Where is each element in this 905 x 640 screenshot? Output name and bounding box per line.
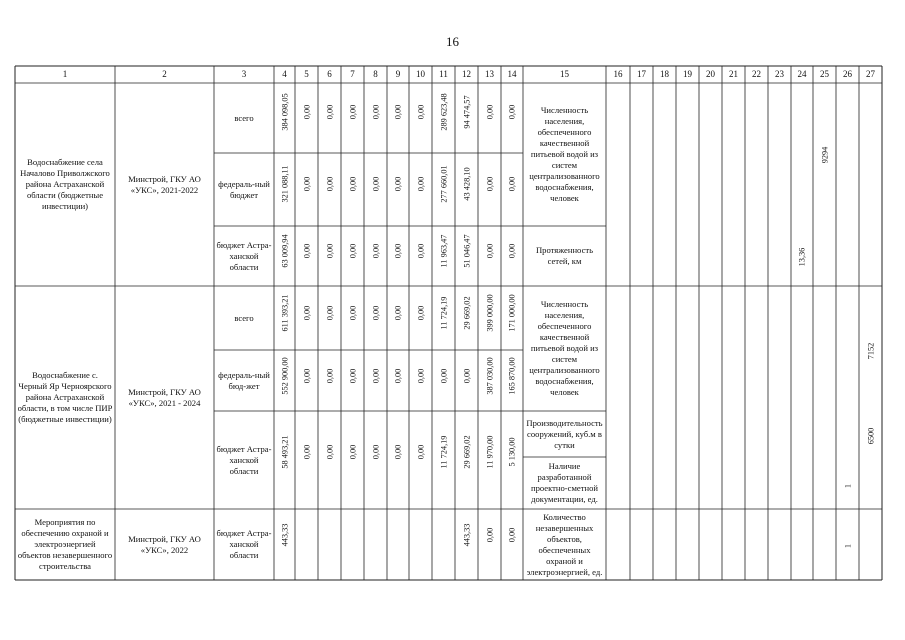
project3-name: Мероприятия по обеспечению охраной и электроэнергией объектов незавершенного строительства	[17, 517, 113, 571]
project1-value: 0,00	[507, 176, 517, 191]
project2-value: 0,00	[371, 305, 380, 321]
column-header-13: 13	[485, 68, 494, 79]
project1-value: 0,00	[371, 105, 380, 120]
project1-source: федераль-ный бюджет	[218, 178, 270, 200]
column-header-3: 3	[241, 68, 247, 79]
project1-indicator-value: 9294	[820, 146, 829, 164]
project3-indicator: Количество незавершенных объектов, обеспеченных охраной и электроэнергией, ед.	[526, 511, 603, 577]
project1-value: 0,00	[393, 243, 403, 259]
column-header-24: 24	[797, 68, 807, 79]
project2-value: 171 000,00	[507, 294, 517, 332]
project1-value: 384 098,05	[280, 93, 289, 132]
project1-value: 0,00	[348, 243, 357, 259]
project1-name: Водоснабжение села Началово Приволжского района Астраханской области (бюджетные инвестиции)	[20, 157, 110, 211]
column-header-15: 15	[560, 68, 569, 79]
column-header-14: 14	[507, 68, 517, 79]
project1-value: 0,00	[348, 176, 357, 191]
column-header-4: 4	[282, 68, 287, 79]
column-header-5: 5	[304, 68, 309, 79]
project3-source: бюджет Астра-ханской области	[216, 528, 272, 560]
column-header-2: 2	[162, 68, 167, 79]
project1-value: 11 963,47	[439, 234, 448, 268]
project2-executor: Минстрой, ГКУ АО «УКС», 2021 - 2024	[128, 386, 201, 408]
column-header-19: 19	[683, 68, 692, 79]
project2-value: 0,00	[439, 368, 448, 383]
project2-value: 0,00	[462, 368, 471, 383]
project1-value: 0,00	[393, 105, 403, 120]
project2-value: 0,00	[325, 444, 334, 460]
column-header-1: 1	[62, 68, 68, 79]
project1-value: 0,00	[302, 243, 311, 259]
column-header-16: 16	[613, 68, 623, 79]
column-header-9: 9	[395, 68, 401, 79]
project2-value: 0,00	[325, 305, 334, 321]
page-number: 16	[446, 34, 459, 49]
project2-indicator: Численность населения, обеспеченного качественной питьевой водой из систем централизованного водоснабжения, человек	[529, 299, 600, 397]
project2-value: 0,00	[393, 444, 403, 460]
project1-value: 0,00	[325, 243, 334, 259]
column-header-21: 21	[729, 68, 738, 79]
project2-indicator: Производительность сооружений, куб.м в сутки	[526, 417, 603, 450]
project1-value: 0,00	[507, 105, 517, 120]
column-header-12: 12	[462, 68, 471, 79]
project1-source: всего	[234, 112, 254, 123]
project2-value: 165 870,00	[507, 356, 517, 395]
column-header-25: 25	[820, 68, 829, 79]
project2-indicator-value: 6500	[866, 427, 875, 445]
project2-value: 11 970,00	[485, 435, 494, 469]
project1-value: 0,00	[348, 105, 357, 120]
project2-value: 0,00	[393, 368, 403, 383]
project3-executor: Минстрой, ГКУ АО «УКС», 2022	[128, 533, 201, 555]
project1-value: 0,00	[302, 176, 311, 191]
project2-value: 0,00	[393, 305, 403, 321]
project2-value: 0,00	[416, 444, 425, 460]
project3-value: 443,33	[280, 523, 289, 547]
project1-value: 0,00	[416, 243, 425, 259]
project2-value: 11 724,19	[439, 296, 448, 330]
project1-source: бюджет Астра-ханской области	[216, 239, 272, 272]
column-header-8: 8	[373, 68, 378, 79]
project2-value: 5 130,00	[507, 437, 517, 467]
project2-value: 29 669,02	[462, 435, 471, 469]
project2-value: 0,00	[371, 444, 380, 460]
project2-value: 0,00	[371, 368, 380, 383]
project2-value: 0,00	[302, 368, 311, 383]
column-header-17: 17	[637, 68, 646, 79]
project1-value: 0,00	[302, 105, 311, 120]
project2-value: 58 493,21	[280, 435, 289, 469]
project1-value: 51 046,47	[462, 234, 471, 268]
project1-indicator: Протяженность сетей, км	[535, 245, 594, 266]
project1-value: 0,00	[416, 105, 425, 120]
project2-value: 387 030,00	[485, 356, 494, 395]
column-header-6: 6	[327, 68, 332, 79]
column-header-18: 18	[660, 68, 669, 79]
project2-source: федераль-ный бюд-жет	[218, 369, 270, 391]
column-header-7: 7	[350, 68, 355, 79]
project1-value: 0,00	[485, 243, 494, 259]
project1-value: 0,00	[507, 243, 517, 259]
project2-value: 399 000,00	[485, 294, 494, 332]
project2-indicator: Наличие разработанной проектно-сметной документации, ед.	[530, 461, 598, 504]
project2-source: всего	[234, 312, 254, 323]
column-header-27: 27	[866, 68, 875, 79]
project2-value: 0,00	[416, 305, 425, 321]
project1-value: 0,00	[371, 243, 380, 259]
project2-name: Водоснабжение с. Черный Яр Черноярского района Астраханской области, в том числе ПИР (бюджетные инвестиции)	[17, 370, 113, 424]
project2-value: 0,00	[348, 368, 357, 383]
project2-source: бюджет Астра-ханской области	[216, 443, 272, 476]
project1-value: 0,00	[393, 176, 403, 191]
project2-value: 11 724,19	[439, 435, 448, 469]
project1-value: 63 009,94	[280, 234, 289, 268]
project2-value: 0,00	[302, 305, 311, 321]
project2-value: 552 900,00	[280, 356, 289, 395]
project2-value: 0,00	[416, 368, 425, 383]
project1-indicator: Численность населения, обеспеченного качественной питьевой водой из систем централизованного водоснабжения, человек	[529, 105, 600, 203]
project2-value: 0,00	[325, 368, 334, 383]
project1-value: 43 428,10	[462, 167, 471, 201]
column-header-26: 26	[843, 68, 852, 79]
project2-value: 0,00	[348, 444, 357, 460]
project2-indicator-value: 7152	[866, 342, 875, 360]
column-header-22: 22	[752, 68, 761, 79]
project1-indicator-value: 13,36	[797, 247, 807, 267]
project1-value: 277 660,01	[439, 164, 448, 203]
project3-value: 443,33	[462, 523, 471, 547]
project2-indicator-value: 1	[843, 483, 852, 489]
project1-executor: Минстрой, ГКУ АО «УКС», 2021-2022	[128, 173, 201, 195]
project2-value: 0,00	[348, 305, 357, 321]
project2-value: 0,00	[302, 444, 311, 460]
column-header-11: 11	[439, 68, 448, 79]
project1-value: 94 474,57	[462, 95, 471, 129]
project1-value: 0,00	[371, 176, 380, 191]
project3-value: 0,00	[507, 527, 517, 543]
project1-value: 0,00	[485, 176, 494, 191]
project2-value: 29 669,02	[462, 296, 471, 330]
project1-value: 0,00	[416, 176, 425, 191]
column-header-20: 20	[706, 68, 715, 79]
column-header-23: 23	[775, 68, 784, 79]
project3-indicator-value: 1	[843, 543, 852, 549]
project1-value: 289 623,48	[439, 93, 448, 132]
project1-value: 321 088,11	[280, 165, 289, 203]
project1-value: 0,00	[325, 176, 334, 191]
project1-value: 0,00	[325, 105, 334, 120]
project3-value: 0,00	[485, 527, 494, 543]
project2-value: 611 393,21	[280, 294, 289, 332]
column-header-10: 10	[416, 68, 425, 79]
project1-value: 0,00	[485, 105, 494, 120]
